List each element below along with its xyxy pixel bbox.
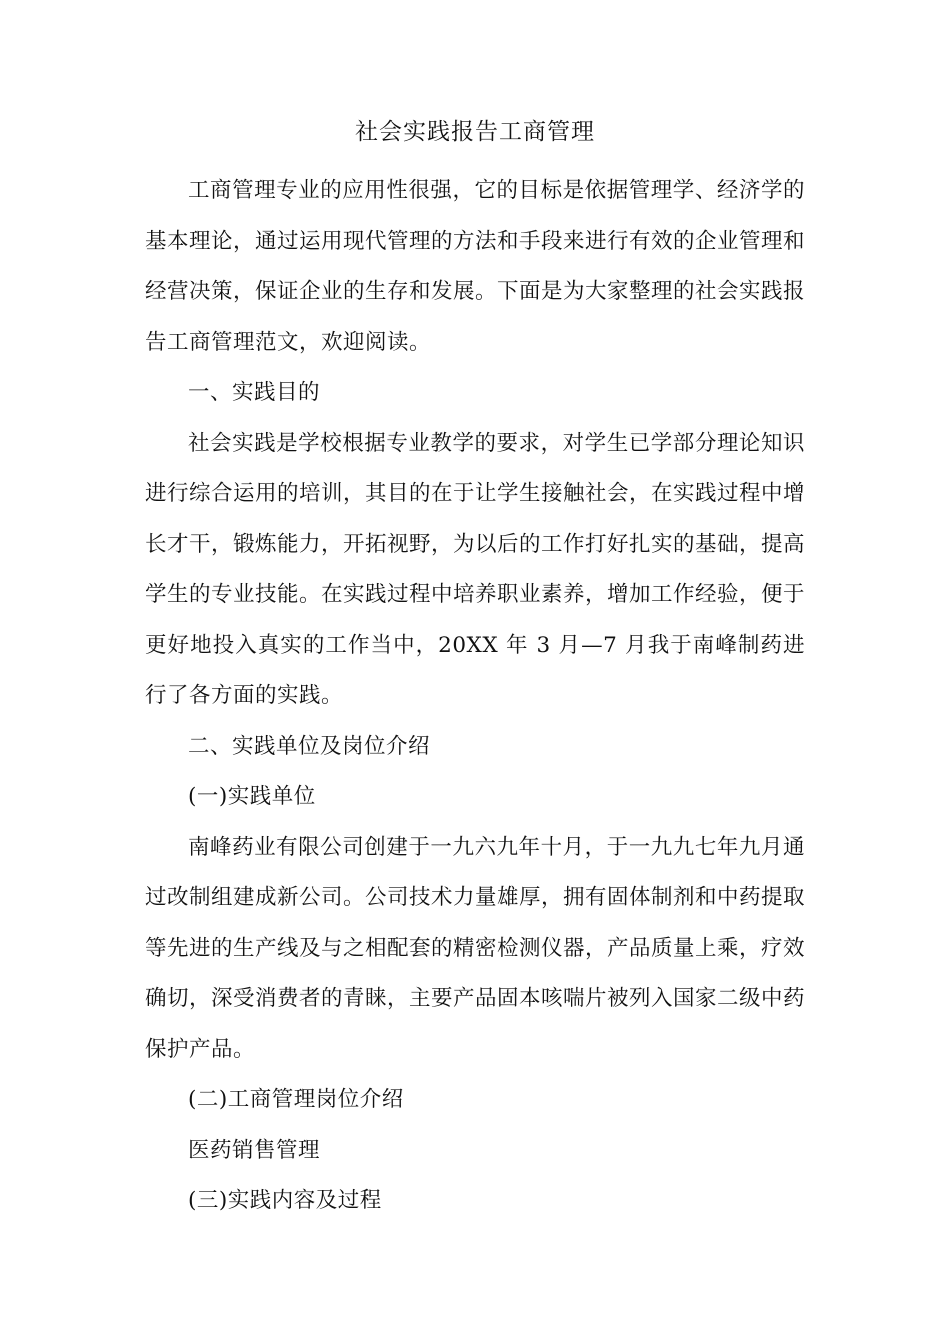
subsection-heading-content: (三)实践内容及过程 xyxy=(188,1188,382,1213)
intro-paragraph: 工商管理专业的应用性很强，它的目标是依据管理学、经济学的基本理论，通过运用现代管理的方法和手段来进行有效的企业管理和经营决策，保证企业的生存和发展。下面是为大家整理的社会实践报告工商管理范文，欢迎阅读。 xyxy=(145,178,806,355)
section-heading-unit: 二、实践单位及岗位介绍 xyxy=(188,733,431,759)
unit-paragraph: 南峰药业有限公司创建于一九六九年十月，于一九九七年九月通过改制组建成新公司。公司技术力量雄厚，拥有固体制剂和中药提取等先进的生产线及与之相配套的精密检测仪器，产品质量上乘，疗效确切，深受消费者的青睐，主要产品固本咳喘片被列入国家二级中药保护产品。 xyxy=(145,834,806,1062)
subsection-heading-unit: (一)实践单位 xyxy=(188,784,316,809)
position-paragraph: 医药销售管理 xyxy=(188,1137,321,1163)
document-body xyxy=(145,166,805,1227)
subsection-heading-position: (二)工商管理岗位介绍 xyxy=(188,1087,404,1112)
document-title: 社会实践报告工商管理 xyxy=(355,119,595,145)
section-heading-purpose: 一、实践目的 xyxy=(188,380,321,405)
purpose-paragraph: 社会实践是学校根据专业教学的要求，对学生已学部分理论知识进行综合运用的培训，其目的在于让学生接触社会，在实践过程中增长才干，锻炼能力，开拓视野，为以后的工作打好扎实的基础，提高学生的专业技能。在实践过程中培养职业素养，增加工作经验，便于更好地投入真实的工作当中，20XX 年 3 月—7 月我于南峰制药进行了各方面的实践。 xyxy=(145,430,806,708)
